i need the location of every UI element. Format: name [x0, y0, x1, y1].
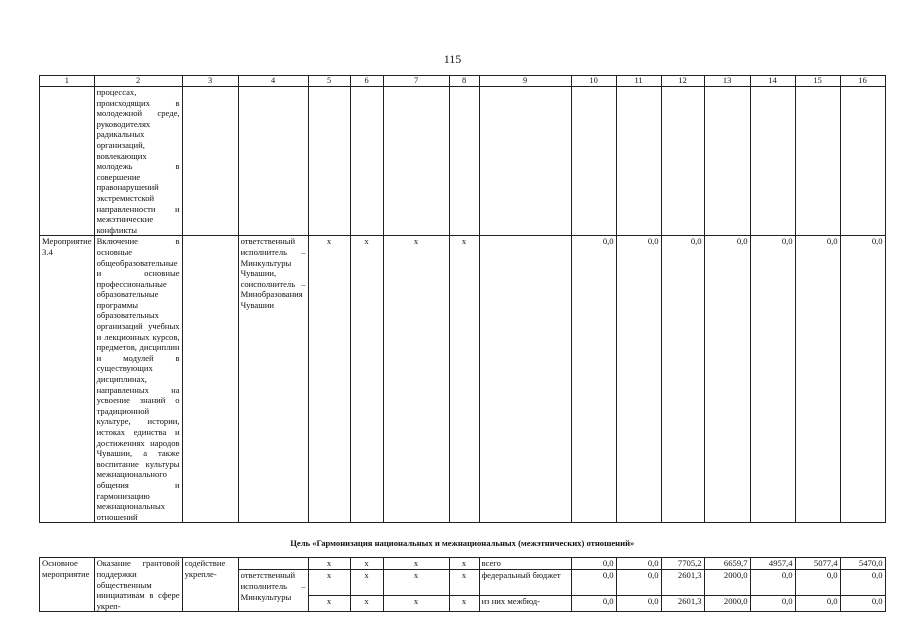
- value-cell: 4957,4: [750, 558, 795, 570]
- table-cell: [238, 558, 308, 570]
- table-cell: [449, 87, 479, 236]
- table-cell: [479, 87, 571, 236]
- column-number: 15: [795, 76, 840, 87]
- table-cell: [704, 87, 750, 236]
- table-cell: [571, 87, 616, 236]
- code-cell: x: [449, 595, 479, 611]
- value-cell: 0,0: [661, 236, 704, 523]
- column-number: 10: [571, 76, 616, 87]
- budget-table: [39, 75, 886, 612]
- column-number: 11: [616, 76, 661, 87]
- value-cell: 0,0: [840, 595, 885, 611]
- code-cell: x: [449, 236, 479, 523]
- measure-3-4-row: [40, 236, 886, 523]
- code-cell: x: [383, 236, 449, 523]
- column-number-row: [40, 76, 886, 87]
- responsible-executor: ответственный исполнитель – Минкультуры Чувашии, соисполнитель – Минобразования Чувашии: [238, 236, 308, 523]
- code-cell: x: [383, 570, 449, 596]
- column-number: 7: [383, 76, 449, 87]
- value-cell: 2000,0: [704, 570, 750, 596]
- code-cell: x: [308, 570, 350, 596]
- table-cell: [661, 87, 704, 236]
- value-cell: 0,0: [571, 595, 616, 611]
- column-number: 2: [94, 76, 182, 87]
- measure-number: Основное мероприятие: [40, 558, 95, 612]
- responsible-executor: ответственный исполнитель – Минкультуры: [238, 570, 308, 612]
- main-measure-row-total: [40, 558, 886, 570]
- value-cell: 0,0: [616, 558, 661, 570]
- table-cell: [840, 87, 885, 236]
- table-cell: [750, 87, 795, 236]
- code-cell: x: [350, 595, 383, 611]
- column-number: 4: [238, 76, 308, 87]
- column-number: 6: [350, 76, 383, 87]
- table-cell: [182, 236, 238, 523]
- column-number: 14: [750, 76, 795, 87]
- column-number: 16: [840, 76, 885, 87]
- code-cell: x: [350, 236, 383, 523]
- code-cell: x: [308, 558, 350, 570]
- funding-source: федеральный бюджет: [479, 570, 571, 596]
- value-cell: 2000,0: [704, 595, 750, 611]
- value-cell: 0,0: [840, 236, 885, 523]
- value-cell: 6659,7: [704, 558, 750, 570]
- continuation-row: [40, 87, 886, 236]
- value-cell: 2601,3: [661, 570, 704, 596]
- table-cell: [479, 236, 571, 523]
- goal-heading: Цель «Гармонизация национальных и межнациональных (межэтнических) отношений»: [40, 523, 886, 558]
- code-cell: x: [383, 558, 449, 570]
- column-number: 9: [479, 76, 571, 87]
- value-cell: 0,0: [616, 570, 661, 596]
- value-cell: 0,0: [571, 558, 616, 570]
- column-number: 3: [182, 76, 238, 87]
- code-cell: x: [308, 595, 350, 611]
- value-cell: 0,0: [616, 595, 661, 611]
- measure-result: содействие укрепле-: [182, 558, 238, 612]
- goal-row: [40, 523, 886, 558]
- column-number: 13: [704, 76, 750, 87]
- table-cell: [40, 87, 95, 236]
- value-cell: 0,0: [795, 236, 840, 523]
- code-cell: x: [449, 558, 479, 570]
- table-cell: [182, 87, 238, 236]
- column-number: 1: [40, 76, 95, 87]
- value-cell: 2601,3: [661, 595, 704, 611]
- code-cell: x: [350, 570, 383, 596]
- value-cell: 0,0: [616, 236, 661, 523]
- value-cell: 0,0: [750, 570, 795, 596]
- table-cell: [350, 87, 383, 236]
- value-cell: 0,0: [750, 595, 795, 611]
- continuation-text: процессах, происходящих в молодежной среде, руководителях радикальных организаций, вовлекающих молодежь в совершение правонарушений экстремистской направленности и межэтнические конфликты: [94, 87, 182, 236]
- funding-source: из них межбюд-: [479, 595, 571, 611]
- table-cell: [795, 87, 840, 236]
- table-cell: [238, 87, 308, 236]
- funding-source: всего: [479, 558, 571, 570]
- table-cell: [383, 87, 449, 236]
- value-cell: 0,0: [571, 570, 616, 596]
- value-cell: 0,0: [571, 236, 616, 523]
- code-cell: x: [383, 595, 449, 611]
- value-cell: 0,0: [750, 236, 795, 523]
- value-cell: 0,0: [704, 236, 750, 523]
- measure-number: Мероприятие 3.4: [40, 236, 95, 523]
- page-number: 115: [443, 52, 462, 66]
- table-cell: [616, 87, 661, 236]
- measure-description: Оказание грантовой поддержки общественным инициативам в сфере укреп-: [94, 558, 182, 612]
- value-cell: 5470,0: [840, 558, 885, 570]
- code-cell: x: [449, 570, 479, 596]
- value-cell: 0,0: [795, 595, 840, 611]
- column-number: 5: [308, 76, 350, 87]
- code-cell: x: [308, 236, 350, 523]
- measure-description: Включение в основные общеобразовательные и основные профессиональные образовательные программы образовательных организаций учебных и лекционных курсов, предметов, дисциплин и модулей в существующих дисциплинах, направленных на усвоение знаний о традиционной культуре, истории, истоках единства и достижениях народов Чувашии, а также воспитание культуры межнационального общения и гармонизацию межнациональных отношений: [94, 236, 182, 523]
- value-cell: 5077,4: [795, 558, 840, 570]
- table-cell: [308, 87, 350, 236]
- value-cell: 0,0: [795, 570, 840, 596]
- value-cell: 0,0: [840, 570, 885, 596]
- column-number: 8: [449, 76, 479, 87]
- column-number: 12: [661, 76, 704, 87]
- value-cell: 7705,2: [661, 558, 704, 570]
- code-cell: x: [350, 558, 383, 570]
